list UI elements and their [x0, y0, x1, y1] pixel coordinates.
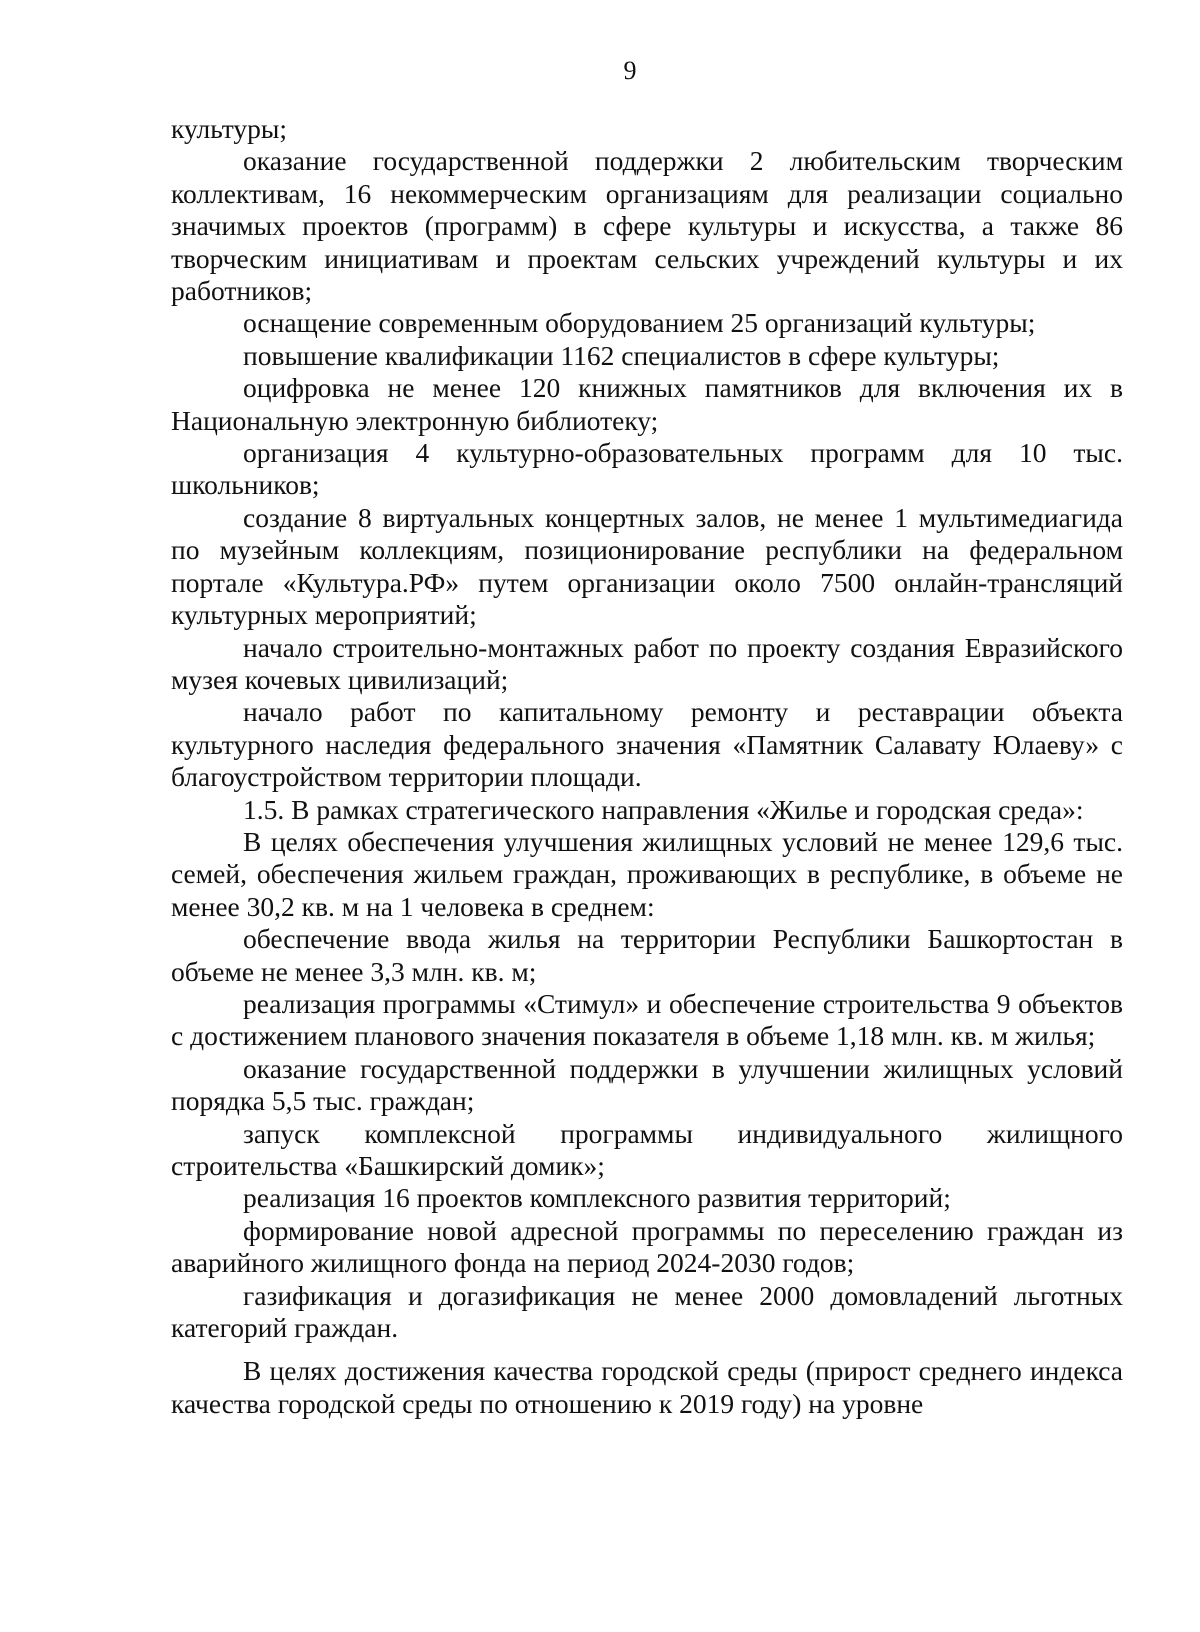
section-heading-1-5: 1.5. В рамках стратегического направления «Жилье и городская среда»: — [243, 793, 1084, 825]
paragraph-nomadic-museum: начало строительно-монтажных работ по проекту создания Евразийского музея кочевых цивилизаций; — [171, 631, 1123, 695]
paragraph-bashkir-house: запуск комплексной программы индивидуального жилищного строительства «Башкирский домик»; — [171, 1117, 1123, 1181]
paragraph-territory-development: реализация 16 проектов комплексного развития территорий; — [243, 1182, 951, 1214]
paragraph-housing-support: оказание государственной поддержки в улучшении жилищных условий порядка 5,5 тыс. граждан; — [171, 1052, 1123, 1117]
paragraph-housing-goals: В целях обеспечения улучшения жилищных условий не менее 129,6 тыс. семей, обеспечения жильем граждан, проживающих в республике, в объеме не менее 30,2 кв. м на 1 человека в среднем: — [171, 825, 1123, 922]
paragraph-digitization: оцифровка не менее 120 книжных памятников для включения их в Национальную электронную библиотеку; — [171, 372, 1123, 436]
paragraph-urban-environment: В целях достижения качества городской среды (прирост среднего индекса качества городской среды по отношению к 2019 году) на уровне — [171, 1355, 1123, 1419]
paragraph-equipment: оснащение современным оборудованием 25 организаций культуры; — [243, 307, 1036, 339]
paragraph-state-support-collectives: оказание государственной поддержки 2 любительским творческим коллективам, 16 некоммерческим организациям для реализации социально значимых проектов (программ) в сфере культуры и искусства, а также 86 творческим инициативам и проектам сельских учреждений культуры и их работников; — [171, 145, 1123, 307]
paragraph-gasification: газификация и догазификация не менее 2000 домовладений льготных категорий граждан. — [171, 1279, 1123, 1344]
paragraph-stimul-program: реализация программы «Стимул» и обеспечение строительства 9 объектов с достижением планового значения показателя в объеме 1,18 млн. кв. м жилья; — [171, 987, 1123, 1052]
page-number: 9 — [623, 56, 637, 85]
paragraph-resettlement: формирование новой адресной программы по переселению граждан из аварийного жилищного фонда на период 2024-2030 годов; — [171, 1214, 1123, 1279]
paragraph-housing-commissioning: обеспечение ввода жилья на территории Республики Башкортостан в объеме не менее 3,3 млн. кв. м; — [171, 923, 1123, 987]
paragraph-virtual-halls: создание 8 виртуальных концертных залов, не менее 1 мультимедиагида по музейным коллекциям, позиционирование республики на федеральном портале «Культура.РФ» путем организации около 7500 онлайн-трансляций культурных мероприятий; — [171, 501, 1123, 631]
paragraph-culture-continued: культуры; — [171, 113, 288, 144]
paragraph-salavat-monument: начало работ по капитальному ремонту и реставрации объекта культурного наследия федерального значения «Памятник Салавату Юлаеву» с благоустройством территории площади. — [171, 696, 1123, 793]
paragraph-education-programs: организация 4 культурно-образовательных программ для 10 тыс. школьников; — [171, 437, 1123, 501]
paragraph-qualification: повышение квалификации 1162 специалистов в сфере культуры; — [243, 339, 1000, 371]
document-body — [171, 113, 1123, 1420]
